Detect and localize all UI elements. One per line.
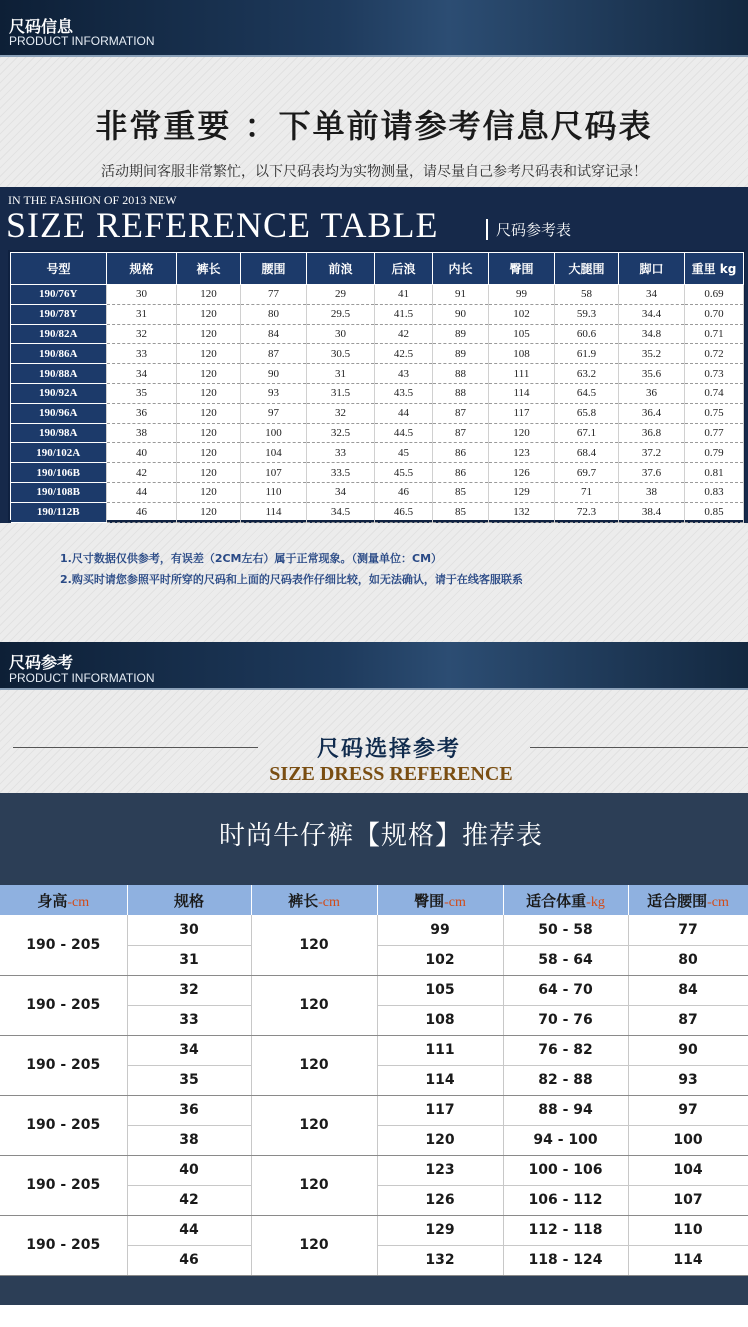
- column-label: 规格: [173, 891, 204, 910]
- size-reference-section: [0, 187, 748, 523]
- column-header: 规格: [107, 253, 177, 285]
- length-cell: 120: [251, 1155, 377, 1215]
- table-cell: 32: [107, 324, 177, 344]
- hip-cell: 99: [377, 915, 503, 945]
- table-cell: 120: [177, 285, 241, 305]
- table-cell: 120: [177, 304, 241, 324]
- table-row: [11, 502, 744, 522]
- table-cell: 31: [107, 304, 177, 324]
- table-cell: 38.4: [619, 502, 685, 522]
- table-cell: 34: [307, 482, 375, 502]
- table-cell: 0.81: [685, 463, 744, 483]
- table-row: [11, 463, 744, 483]
- table-row: [11, 304, 744, 324]
- size-cell: 35: [127, 1065, 251, 1095]
- dress-reference-title-cn: 尺码选择参考: [316, 737, 461, 762]
- waist-cell: 110: [628, 1215, 748, 1245]
- size-cell: 38: [127, 1125, 251, 1155]
- weight-cell: 76 - 82: [503, 1035, 628, 1065]
- waist-cell: 100: [628, 1125, 748, 1155]
- height-cell: 190 - 205: [0, 915, 127, 975]
- column-label: 身高: [37, 891, 68, 910]
- length-cell: 120: [251, 1095, 377, 1155]
- table-cell: 87: [241, 344, 307, 364]
- hip-cell: 102: [377, 945, 503, 975]
- column-header: 脚口: [619, 253, 685, 285]
- table-cell: 120: [489, 423, 555, 443]
- table-cell: 105: [489, 324, 555, 344]
- table-cell: 107: [241, 463, 307, 483]
- table-cell: 104: [241, 443, 307, 463]
- table-cell: 89: [433, 344, 489, 364]
- table-row: [0, 1095, 748, 1125]
- table-cell: 43: [375, 364, 433, 384]
- table-cell: 37.6: [619, 463, 685, 483]
- column-header: 内长: [433, 253, 489, 285]
- weight-cell: 58 - 64: [503, 945, 628, 975]
- size-cell: 44: [127, 1215, 251, 1245]
- tip-line: 1.尺寸数据仅供参考，有误差（2CM左右）属于正常现象。（测量单位：CM）: [60, 552, 443, 565]
- recommendation-title: 时尚牛仔裤【规格】推荐表: [218, 821, 543, 851]
- table-cell: 0.83: [685, 482, 744, 502]
- size-reference-table: [10, 252, 744, 523]
- bottom-strip: [0, 1305, 748, 1327]
- column-unit: -cm: [67, 894, 90, 910]
- recommendation-table: [0, 885, 748, 1276]
- table-cell: 69.7: [555, 463, 619, 483]
- weight-cell: 82 - 88: [503, 1065, 628, 1095]
- measurement-tips: [0, 523, 748, 642]
- model-cell: 190/82A: [11, 324, 107, 344]
- dress-reference-title-en: SIZE DRESS REFERENCE: [269, 763, 513, 785]
- hip-cell: 111: [377, 1035, 503, 1065]
- table-cell: 102: [489, 304, 555, 324]
- model-cell: 190/108B: [11, 482, 107, 502]
- table-row: [11, 443, 744, 463]
- table-cell: 120: [177, 344, 241, 364]
- size-cell: 31: [127, 945, 251, 975]
- table-cell: 93: [241, 383, 307, 403]
- table-cell: 60.6: [555, 324, 619, 344]
- table-cell: 88: [433, 383, 489, 403]
- column-unit: -cm: [444, 894, 466, 910]
- table-cell: 36: [107, 403, 177, 423]
- table-cell: 88: [433, 364, 489, 384]
- table-cell: 120: [177, 482, 241, 502]
- table-cell: 31: [307, 364, 375, 384]
- height-cell: 190 - 205: [0, 1035, 127, 1095]
- weight-cell: 64 - 70: [503, 975, 628, 1005]
- hip-cell: 129: [377, 1215, 503, 1245]
- weight-cell: 50 - 58: [503, 915, 628, 945]
- model-cell: 190/112B: [11, 502, 107, 522]
- table-cell: 30: [107, 285, 177, 305]
- table-cell: 35: [107, 383, 177, 403]
- table-cell: 0.74: [685, 383, 744, 403]
- model-cell: 190/78Y: [11, 304, 107, 324]
- size-reference-table-frame: [8, 250, 745, 522]
- height-cell: 190 - 205: [0, 1215, 127, 1275]
- table-cell: 108: [489, 344, 555, 364]
- column-unit: -cm: [707, 894, 729, 910]
- table-cell: 35.6: [619, 364, 685, 384]
- table-cell: 86: [433, 443, 489, 463]
- table-cell: 61.9: [555, 344, 619, 364]
- table-cell: 33: [107, 344, 177, 364]
- table-cell: 87: [433, 423, 489, 443]
- table-cell: 0.77: [685, 423, 744, 443]
- table-cell: 41.5: [375, 304, 433, 324]
- table-cell: 123: [489, 443, 555, 463]
- table-cell: 120: [177, 443, 241, 463]
- table-cell: 29.5: [307, 304, 375, 324]
- table-cell: 120: [177, 324, 241, 344]
- table-cell: 120: [177, 423, 241, 443]
- table-cell: 59.3: [555, 304, 619, 324]
- table-cell: 43.5: [375, 383, 433, 403]
- table-cell: 120: [177, 383, 241, 403]
- column-header: 臀围: [489, 253, 555, 285]
- size-cell: 30: [127, 915, 251, 945]
- height-cell: 190 - 205: [0, 1155, 127, 1215]
- waist-cell: 93: [628, 1065, 748, 1095]
- notice-subtext: 活动期间客服非常繁忙，以下尺码表均为实物测量，请尽量自己参考尺码表和试穿记录！: [101, 164, 647, 180]
- table-cell: 38: [619, 482, 685, 502]
- table-row: [11, 482, 744, 502]
- section-title-cn: 尺码参考: [9, 653, 74, 672]
- waist-cell: 90: [628, 1035, 748, 1065]
- hip-cell: 117: [377, 1095, 503, 1125]
- table-cell: 84: [241, 324, 307, 344]
- table-row: [11, 344, 744, 364]
- size-reference-title-cn: 尺码参考表: [486, 219, 571, 240]
- table-row: [0, 1155, 748, 1185]
- section-title-en: PRODUCT INFORMATION: [9, 34, 155, 48]
- table-cell: 86: [433, 463, 489, 483]
- table-cell: 36: [619, 383, 685, 403]
- weight-cell: 112 - 118: [503, 1215, 628, 1245]
- dress-reference-banner: [0, 690, 748, 793]
- table-cell: 89: [433, 324, 489, 344]
- table-cell: 65.8: [555, 403, 619, 423]
- waist-cell: 80: [628, 945, 748, 975]
- table-cell: 0.70: [685, 304, 744, 324]
- table-row: [0, 915, 748, 945]
- table-cell: 111: [489, 364, 555, 384]
- table-cell: 34: [107, 364, 177, 384]
- length-cell: 120: [251, 1215, 377, 1275]
- waist-cell: 84: [628, 975, 748, 1005]
- table-cell: 35.2: [619, 344, 685, 364]
- table-cell: 126: [489, 463, 555, 483]
- table-cell: 68.4: [555, 443, 619, 463]
- weight-cell: 100 - 106: [503, 1155, 628, 1185]
- size-cell: 42: [127, 1185, 251, 1215]
- size-cell: 46: [127, 1245, 251, 1275]
- table-cell: 90: [433, 304, 489, 324]
- model-cell: 190/96A: [11, 403, 107, 423]
- column-header: 裤长: [177, 253, 241, 285]
- size-cell: 34: [127, 1035, 251, 1065]
- product-info-header: [0, 0, 748, 57]
- notice-banner: [0, 57, 748, 187]
- fashion-kicker: IN THE FASHION OF 2013 NEW: [8, 193, 177, 207]
- table-cell: 46.5: [375, 502, 433, 522]
- table-cell: 64.5: [555, 383, 619, 403]
- waist-cell: 97: [628, 1095, 748, 1125]
- column-header: 大腿围: [555, 253, 619, 285]
- table-cell: 33.5: [307, 463, 375, 483]
- table-cell: 67.1: [555, 423, 619, 443]
- section-title-cn: 尺码信息: [9, 17, 74, 36]
- table-cell: 72.3: [555, 502, 619, 522]
- table-row: [11, 364, 744, 384]
- column-label: 适合腰围: [647, 891, 708, 910]
- table-cell: 120: [177, 364, 241, 384]
- table-cell: 41: [375, 285, 433, 305]
- table-cell: 34: [619, 285, 685, 305]
- table-cell: 97: [241, 403, 307, 423]
- table-cell: 42: [107, 463, 177, 483]
- model-cell: 190/92A: [11, 383, 107, 403]
- size-reference-title: SIZE REFERENCE TABLE: [6, 205, 439, 245]
- table-cell: 34.5: [307, 502, 375, 522]
- model-cell: 190/106B: [11, 463, 107, 483]
- weight-cell: 106 - 112: [503, 1185, 628, 1215]
- size-reference-header: [0, 642, 748, 690]
- section-title-en: PRODUCT INFORMATION: [9, 671, 155, 685]
- size-cell: 40: [127, 1155, 251, 1185]
- column-label: 裤长: [288, 891, 319, 910]
- recommendation-header-row: [0, 885, 748, 915]
- table-cell: 38: [107, 423, 177, 443]
- column-header: [377, 885, 503, 915]
- table-cell: 44: [375, 403, 433, 423]
- table-cell: 32: [307, 403, 375, 423]
- size-reference-header-row: [11, 253, 744, 285]
- table-cell: 114: [489, 383, 555, 403]
- hip-cell: 132: [377, 1245, 503, 1275]
- table-row: [11, 285, 744, 305]
- table-cell: 33: [307, 443, 375, 463]
- table-cell: 120: [177, 403, 241, 423]
- table-cell: 42: [375, 324, 433, 344]
- hip-cell: 105: [377, 975, 503, 1005]
- table-cell: 37.2: [619, 443, 685, 463]
- table-cell: 117: [489, 403, 555, 423]
- table-row: [11, 324, 744, 344]
- height-cell: 190 - 205: [0, 975, 127, 1035]
- table-cell: 42.5: [375, 344, 433, 364]
- hip-cell: 114: [377, 1065, 503, 1095]
- table-cell: 44: [107, 482, 177, 502]
- table-cell: 31.5: [307, 383, 375, 403]
- table-row: [11, 423, 744, 443]
- hip-cell: 108: [377, 1005, 503, 1035]
- weight-cell: 94 - 100: [503, 1125, 628, 1155]
- table-cell: 0.79: [685, 443, 744, 463]
- size-cell: 32: [127, 975, 251, 1005]
- table-cell: 46: [375, 482, 433, 502]
- table-cell: 114: [241, 502, 307, 522]
- table-cell: 34.4: [619, 304, 685, 324]
- model-cell: 190/86A: [11, 344, 107, 364]
- weight-cell: 70 - 76: [503, 1005, 628, 1035]
- table-cell: 132: [489, 502, 555, 522]
- table-cell: 90: [241, 364, 307, 384]
- table-cell: 30.5: [307, 344, 375, 364]
- table-cell: 71: [555, 482, 619, 502]
- table-cell: 0.69: [685, 285, 744, 305]
- column-header: [628, 885, 748, 915]
- table-cell: 32.5: [307, 423, 375, 443]
- column-header: [0, 885, 127, 915]
- size-cell: 33: [127, 1005, 251, 1035]
- table-cell: 99: [489, 285, 555, 305]
- table-cell: 58: [555, 285, 619, 305]
- column-header: [251, 885, 377, 915]
- table-cell: 100: [241, 423, 307, 443]
- table-cell: 120: [177, 502, 241, 522]
- model-cell: 190/76Y: [11, 285, 107, 305]
- waist-cell: 87: [628, 1005, 748, 1035]
- table-cell: 36.8: [619, 423, 685, 443]
- table-cell: 91: [433, 285, 489, 305]
- column-header: 腰围: [241, 253, 307, 285]
- table-cell: 45: [375, 443, 433, 463]
- column-header: 前浪: [307, 253, 375, 285]
- table-row: [0, 1215, 748, 1245]
- table-cell: 129: [489, 482, 555, 502]
- table-cell: 44.5: [375, 423, 433, 443]
- table-row: [11, 383, 744, 403]
- height-cell: 190 - 205: [0, 1095, 127, 1155]
- weight-cell: 118 - 124: [503, 1245, 628, 1275]
- tip-line: 2.购买时请您参照平时所穿的尺码和上面的尺码表作仔细比较，如无法确认，请于在线客服联系: [60, 573, 523, 586]
- waist-cell: 104: [628, 1155, 748, 1185]
- size-cell: 36: [127, 1095, 251, 1125]
- table-cell: 120: [177, 463, 241, 483]
- column-unit: -cm: [318, 894, 340, 910]
- table-cell: 46: [107, 502, 177, 522]
- column-header: [127, 885, 251, 915]
- table-cell: 87: [433, 403, 489, 423]
- column-unit: -kg: [586, 894, 605, 910]
- recommendation-section: [0, 793, 748, 1327]
- hip-cell: 126: [377, 1185, 503, 1215]
- table-cell: 85: [433, 502, 489, 522]
- model-cell: 190/102A: [11, 443, 107, 463]
- table-cell: 63.2: [555, 364, 619, 384]
- table-row: [0, 975, 748, 1005]
- table-cell: 0.71: [685, 324, 744, 344]
- waist-cell: 107: [628, 1185, 748, 1215]
- column-header: 号型: [11, 253, 107, 285]
- table-row: [11, 403, 744, 423]
- column-header: [503, 885, 628, 915]
- table-cell: 0.73: [685, 364, 744, 384]
- table-cell: 85: [433, 482, 489, 502]
- column-header: 重里 kg: [685, 253, 744, 285]
- table-cell: 110: [241, 482, 307, 502]
- table-cell: 36.4: [619, 403, 685, 423]
- hip-cell: 120: [377, 1125, 503, 1155]
- length-cell: 120: [251, 975, 377, 1035]
- table-cell: 0.75: [685, 403, 744, 423]
- table-cell: 40: [107, 443, 177, 463]
- table-cell: 77: [241, 285, 307, 305]
- notice-headline: 非常重要 ：下单前请参考信息尺码表: [95, 107, 653, 145]
- table-cell: 0.72: [685, 344, 744, 364]
- model-cell: 190/98A: [11, 423, 107, 443]
- column-header: 后浪: [375, 253, 433, 285]
- column-label: 适合体重: [526, 891, 587, 910]
- waist-cell: 77: [628, 915, 748, 945]
- table-cell: 30: [307, 324, 375, 344]
- column-label: 臀围: [414, 891, 445, 910]
- table-cell: 45.5: [375, 463, 433, 483]
- waist-cell: 114: [628, 1245, 748, 1275]
- table-row: [0, 1035, 748, 1065]
- table-cell: 0.85: [685, 502, 744, 522]
- hip-cell: 123: [377, 1155, 503, 1185]
- table-cell: 29: [307, 285, 375, 305]
- model-cell: 190/88A: [11, 364, 107, 384]
- table-cell: 80: [241, 304, 307, 324]
- table-cell: 34.8: [619, 324, 685, 344]
- weight-cell: 88 - 94: [503, 1095, 628, 1125]
- length-cell: 120: [251, 1035, 377, 1095]
- length-cell: 120: [251, 915, 377, 975]
